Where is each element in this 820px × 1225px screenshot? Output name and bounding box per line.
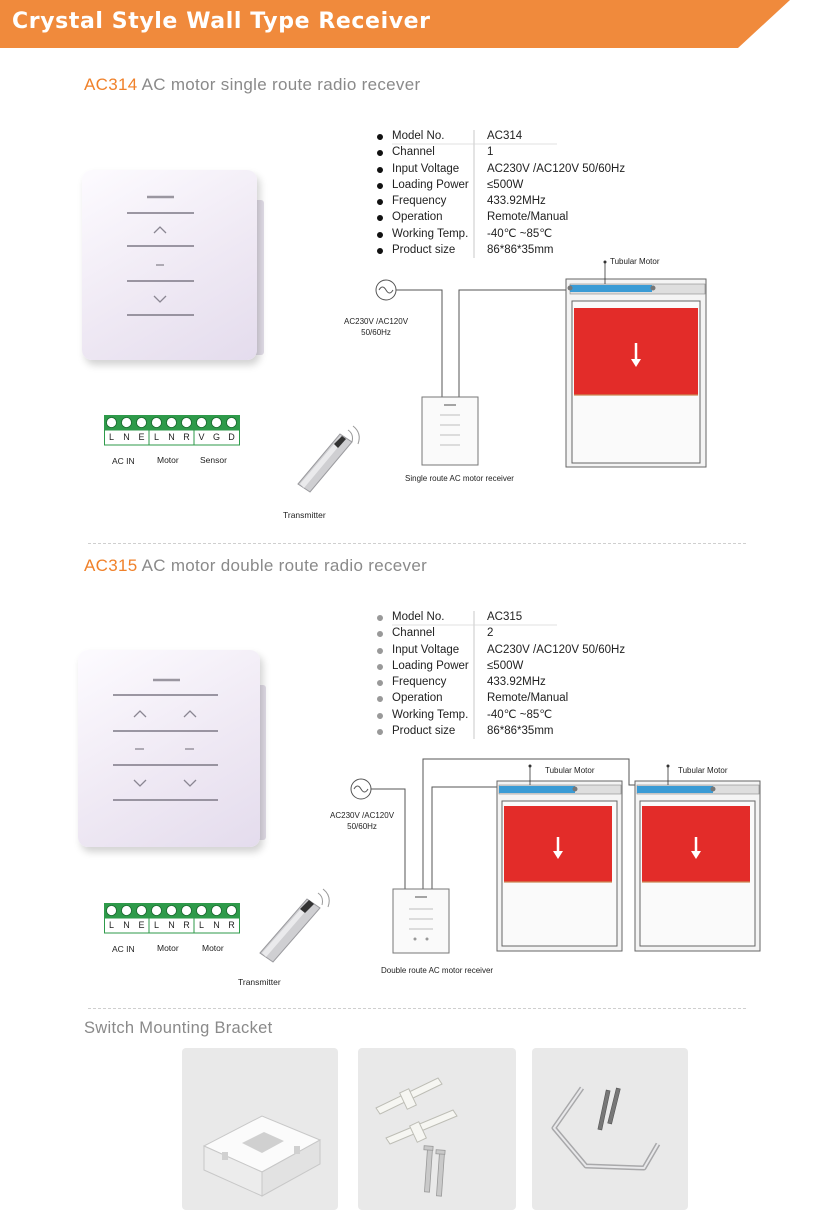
transmitter-remote-icon [290, 422, 370, 497]
model-code: AC315 [84, 556, 138, 575]
power-source-label: AC230V /AC120V 50/60Hz [344, 317, 409, 337]
bracket-box-photo [182, 1048, 338, 1210]
motor-label: Tubular Motor [678, 766, 728, 775]
spec-row: Operation Remote/Manual [377, 209, 677, 225]
ac314-terminal-block [104, 415, 240, 447]
spec-row: Working Temp. -40℃ ~85℃ [377, 226, 677, 242]
terminal-group-label: AC IN [112, 456, 135, 466]
spec-row: Working Temp. -40℃ ~85℃ [377, 707, 677, 723]
power-source-label: AC230V /AC120V 50/60Hz [330, 811, 395, 831]
ac314-wiring-diagram [370, 255, 710, 480]
section-divider [88, 543, 746, 544]
spec-row: Operation Remote/Manual [377, 690, 677, 706]
terminal-letters: L N E L N R L N R [108, 920, 235, 930]
ac314-spec-list [377, 128, 677, 258]
transmitter-label: Transmitter [283, 510, 326, 520]
section-divider [88, 1008, 746, 1009]
ac315-product-photo [78, 650, 270, 850]
spec-row: Frequency 433.92MHz [377, 193, 677, 209]
bracket-metal-photo [532, 1048, 688, 1210]
model-code: AC314 [84, 75, 138, 94]
ac315-terminal-block [104, 903, 240, 935]
terminal-group-label: Sensor [200, 455, 227, 465]
spec-row: Product size 86*86*35mm [377, 242, 677, 258]
transmitter-remote-icon [252, 883, 337, 968]
spec-row: Product size 86*86*35mm [377, 723, 677, 739]
ac315-wiring-diagram [335, 757, 765, 972]
spec-row: Input Voltage AC230V /AC120V 50/60Hz [377, 161, 677, 177]
section-subtitle: AC motor single route radio recever [141, 75, 421, 94]
terminal-group-label: Motor [157, 943, 179, 953]
bracket-section-title: Switch Mounting Bracket [84, 1019, 273, 1037]
motor-label: Tubular Motor [545, 766, 595, 775]
spec-row: Loading Power ≤500W [377, 177, 677, 193]
page-title: Crystal Style Wall Type Receiver [12, 9, 431, 34]
ac315-spec-list [377, 609, 677, 739]
terminal-group-label: AC IN [112, 944, 135, 954]
spec-row: Frequency 433.92MHz [377, 674, 677, 690]
spec-row: Model No. AC314 [377, 128, 677, 144]
ac314-product-photo [82, 170, 267, 365]
terminal-letters: L N E L N R V G D [108, 432, 235, 442]
spec-row: Channel 2 [377, 625, 677, 641]
spec-row: Channel 1 [377, 144, 677, 160]
terminal-group-label: Motor [202, 943, 224, 953]
transmitter-label: Transmitter [238, 977, 281, 987]
motor-label: Tubular Motor [610, 257, 660, 266]
section-ac314-title [84, 75, 420, 95]
receiver-caption: Single route AC motor receiver [405, 474, 514, 483]
section-ac315-title [84, 556, 427, 576]
spec-row: Loading Power ≤500W [377, 658, 677, 674]
spec-row: Model No. AC315 [377, 609, 677, 625]
spec-row: Input Voltage AC230V /AC120V 50/60Hz [377, 642, 677, 658]
bracket-clips-photo [358, 1048, 516, 1210]
section-subtitle: AC motor double route radio recever [141, 556, 428, 575]
terminal-group-label: Motor [157, 455, 179, 465]
receiver-caption: Double route AC motor receiver [381, 966, 494, 975]
